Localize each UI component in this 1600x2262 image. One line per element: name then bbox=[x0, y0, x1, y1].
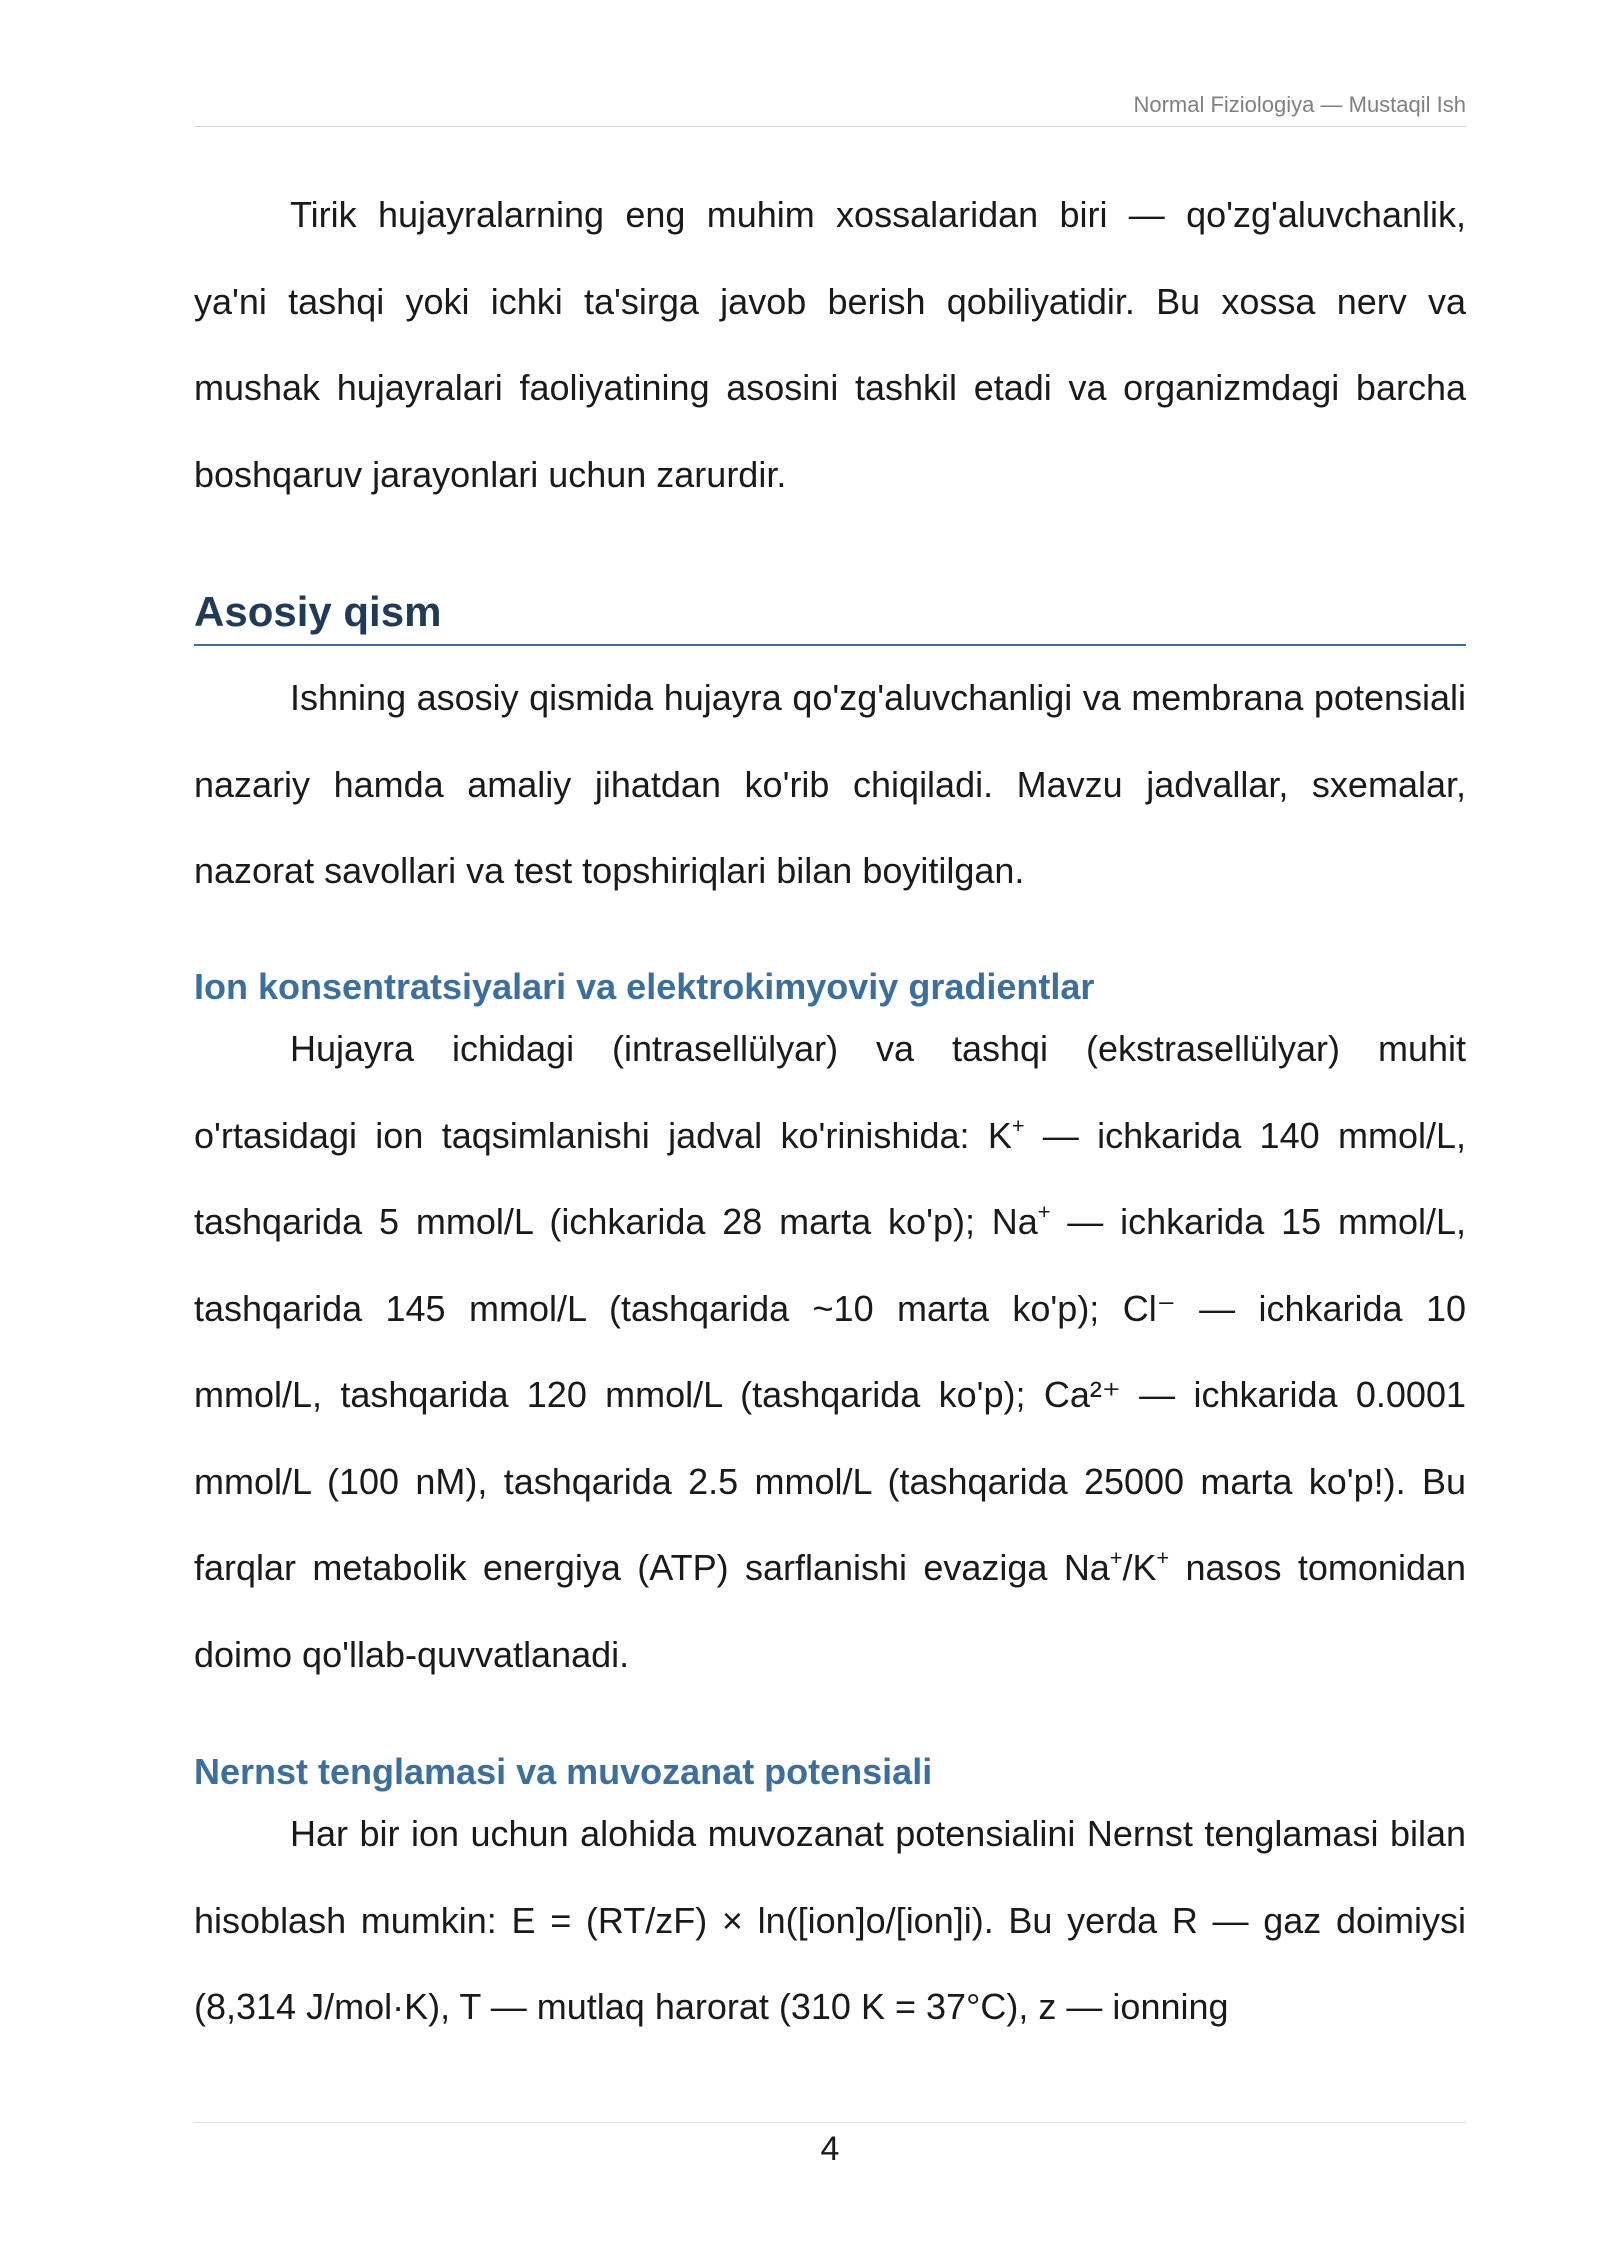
na-charge: + bbox=[1037, 1198, 1051, 1224]
subsection-title-ion: Ion konsentratsiyalari va elektrokimyoviy gradientlar bbox=[194, 966, 1095, 1007]
pump-k-charge: + bbox=[1156, 1544, 1170, 1570]
header-divider bbox=[194, 126, 1466, 127]
ion-text-2: — ichkarida 140 mmol/L, tashqarida 5 mmol/L (ichkarida 28 marta ko'p); Na bbox=[194, 1114, 1466, 1242]
ion-text-3: — ichkarida 15 mmol/L, tashqarida 145 mmol/L (tashqarida ~10 marta ko'p); Cl⁻ — ichkarida 10 mmol/L, tashqarida 120 mmol/L (tashqarida ko'p); Ca²⁺ — ichkarida 0.0001 mmol/L (100 nM), tashqarida 2.5 mmol/L (tashqarida 25000 marta ko'p!). Bu farqlar metabolik energiya (ATP) sarflanishi evaziga Na bbox=[194, 1201, 1466, 1588]
document-page bbox=[194, 0, 1466, 2262]
nernst-paragraph: Har bir ion uchun alohida muvozanat potensialini Nernst tenglamasi bilan hisoblash mumkin: E = (RT/zF) × ln([ion]o/[ion]i). Bu yerda R — gaz doimiysi (8,314 J/mol·K), T — mutlaq harorat (310 K = 37°C), z — ionning bbox=[194, 1813, 1466, 2027]
page-number: 4 bbox=[820, 2130, 840, 2168]
main-section-paragraph: Ishning asosiy qismida hujayra qo'zg'aluvchanligi va membrana potensiali nazariy hamda amaliy jihatdan ko'rib chiqiladi. Mavzu jadvallar, sxemalar, nazorat savollari va test topshiriqlari bilan boyitilgan. bbox=[194, 677, 1466, 891]
intro-block bbox=[194, 172, 1466, 518]
section-title: Asosiy qism bbox=[194, 584, 1466, 646]
ion-text-1: Hujayra ichidagi (intrasellülyar) va tashqi (ekstrasellülyar) muhit o'rtasidagi ion taqsimlanishi jadval ko'rinishida: K bbox=[194, 1028, 1466, 1156]
subsection-title-nernst: Nernst tenglamasi va muvozanat potensiali bbox=[194, 1751, 933, 1792]
ion-text-5: nasos tomonidan doimo qo'llab-quvvatlanadi. bbox=[194, 1547, 1467, 1675]
running-header: Normal Fiziologiya — Mustaqil Ish bbox=[1133, 92, 1466, 117]
intro-paragraph: Tirik hujayralarning eng muhim xossalaridan biri — qo'zg'aluvchanlik, ya'ni tashqi yoki ichki ta'sirga javob berish qobiliyatidir. Bu xossa nerv va mushak hujayralari faoliyatining asosini tashkil etadi va organizmdagi barcha boshqaruv jarayonlari uchun zarurdir. bbox=[194, 194, 1466, 495]
footer-divider bbox=[194, 2122, 1466, 2123]
main-section-block bbox=[194, 655, 1466, 915]
ion-paragraph bbox=[194, 1006, 1466, 1698]
ion-section-block bbox=[194, 1006, 1466, 1698]
nernst-section-block bbox=[194, 1791, 1466, 2051]
ion-text-4: /K bbox=[1122, 1547, 1157, 1588]
pump-na-charge: + bbox=[1109, 1544, 1123, 1570]
k-charge: + bbox=[1011, 1112, 1025, 1138]
